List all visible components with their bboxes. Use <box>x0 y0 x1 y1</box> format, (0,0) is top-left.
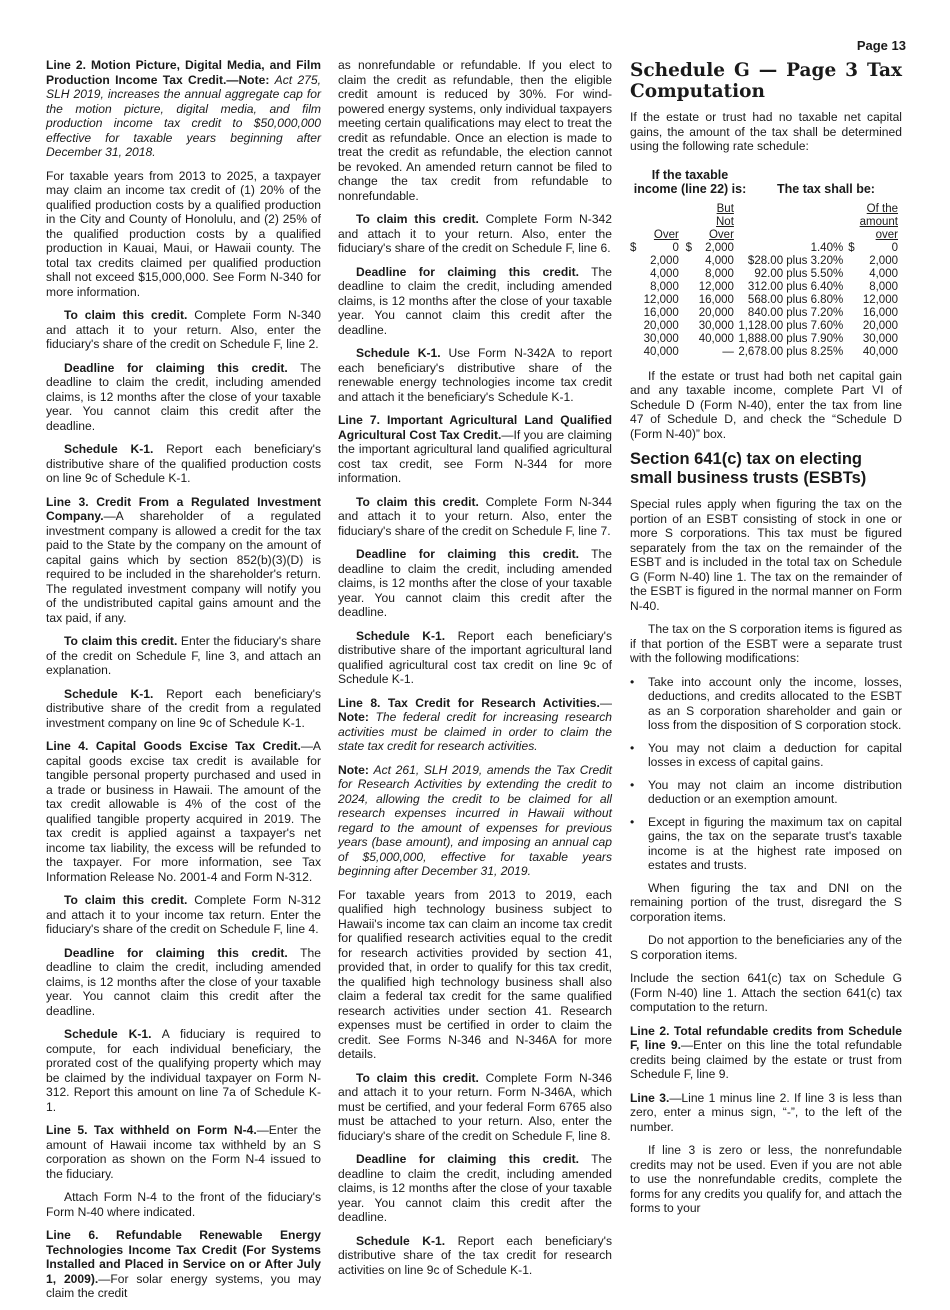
rate-cell-d2 <box>679 307 699 320</box>
body-text: For taxable years from 2013 to 2019, each qualified high technology business subject to Hawaii's income tax can claim an income tax credit for qualified research activities equal to the credit for research activities provided by section 41, provided that, in order to qualify for this tax credit, the qualified high technology business shall also claim a federal tax credit for the same qualified research activities under section 41. Research expenses must be certified in order to claim the credit. See Forms N-346 and N-346A for more details. <box>338 887 612 1061</box>
body-text: For taxable years from 2013 to 2025, a taxpayer may claim an income tax credit of (1) 20% of the qualified production costs by a qualified production in the City and County of Honolulu, and (2) 25% of the qualified production costs by a qualified production in Kauai, Maui, or Hawaii county. The total tax credits claimed per qualified production shall not exceed $15,000,000. See Form N-340 for more information. <box>46 168 321 299</box>
italic-note: The federal credit for increasing research activities must be claimed in order to claim the state tax credit for research activities. <box>338 710 613 753</box>
rate-cell-d2 <box>679 255 699 268</box>
rate-head-income: If the taxable income (line 22) is: <box>633 167 747 196</box>
body-text: Complete Form N-340 and attach it to your return. Also, enter the fiduciary's share of the credit on Schedule F, line 2. <box>46 308 321 351</box>
paragraph <box>630 881 902 925</box>
rate-cell-d2 <box>679 320 699 333</box>
rate-cell-of: 20,000 <box>862 319 898 332</box>
body-text: Do not apportion to the beneficiaries any of the S corporation items. <box>630 933 902 962</box>
rate-cell-d3 <box>843 294 859 307</box>
bold-lead-in: Line 5. Tax withheld on Form N-4. <box>46 1123 257 1137</box>
paragraph <box>338 763 612 879</box>
page-number: Page 13 <box>856 38 906 53</box>
paragraph <box>46 687 321 731</box>
paragraph <box>46 1190 321 1219</box>
body-text: as nonrefundable or refundable. If you elect to claim the credit as refundable, then the eligible credit amount is reduced by 30%. For wind-powered energy systems, only individual taxpayers meeting certain qualifications may elect to treat the credit as refundable. Once an election is made to treat the credit as refundable, the election cannot be revoked. An amended return cannot be filed to change the tax credit from refundable to nonrefundable. <box>338 58 612 203</box>
paragraph <box>630 933 902 962</box>
bold-lead-in: Line 3. <box>630 1090 670 1105</box>
rate-cell-not-over: 2,000 <box>705 241 734 254</box>
bold-lead-in: To claim this credit. <box>64 308 188 322</box>
body-text: Special rules apply when figuring the tax on the portion of an ESBT consisting of stock in one or more S corporations. This tax must be figured separately from the tax on the remainder of the ESBT and is included in the total tax on Schedule G (Form N-40) line 1. The tax on the remainder of the ESBT is figured in the normal manner on Form N-40. <box>630 497 902 613</box>
paragraph <box>338 212 612 256</box>
rate-cell-d2 <box>679 281 699 294</box>
body-text: The deadline to claim the credit, including amended claims, is 12 months after the close of your taxable year. You cannot claim this credit after the deadline. <box>46 945 321 1018</box>
body-text: Complete Form N-346 and attach it to your return. Form N-346A, which must be certified, and your federal Form 6765 also must be attached to your return. Also, enter the fiduciary's share of the credit on Schedule F, line 8. <box>338 1070 612 1143</box>
text-column-middle <box>338 58 612 1286</box>
body-text: A fiduciary is required to compute, for each individual beneficiary, the prorated cost of the qualifying property which may be claimed by the individual taxpayer on Form N-312. Report this amount on line 7a of Schedule K-1. <box>46 1027 321 1114</box>
paragraph <box>630 1143 902 1216</box>
bold-lead-in: Line 2. Total refundable credits from Schedule F, line 9. <box>630 1023 902 1052</box>
paragraph <box>46 58 321 160</box>
rate-cell-d3 <box>843 255 859 268</box>
paragraph <box>46 1228 321 1301</box>
body-text: —Line 1 minus line 2. If line 3 is less than zero, enter a minus sign, “-”, to the left of the number. <box>630 1090 902 1134</box>
rate-cell-of: 8,000 <box>869 280 898 293</box>
rate-cell-over: 40,000 <box>643 345 679 358</box>
paragraph <box>630 497 902 613</box>
rate-cell-d1 <box>630 346 640 359</box>
paragraph <box>338 696 612 754</box>
col-not-over-label: But Not Over <box>708 202 734 241</box>
rate-cell-d2 <box>679 346 699 359</box>
bold-lead-in: Note: <box>338 762 374 777</box>
body-text: Enter the fiduciary's share of the credit on Schedule F, line 3, and attach an explanation. <box>46 634 321 677</box>
body-text: The deadline to claim the credit, including amended claims, is 12 months after the close of your taxable year. You cannot claim this credit after the deadline. <box>338 547 613 619</box>
rate-row <box>630 346 898 359</box>
paragraph <box>46 495 321 626</box>
paragraph <box>46 893 321 937</box>
body-text: When figuring the tax and DNI on the remaining portion of the trust, disregard the S corporation items. <box>630 880 902 924</box>
rate-cell-over: 4,000 <box>650 267 679 280</box>
body-text: Complete Form N-344 and attach it to your return. Also, enter the fiduciary's share of the credit on Schedule F, line 7. <box>338 494 612 538</box>
text-column-left <box>46 58 321 1310</box>
paragraph <box>630 971 902 1015</box>
rate-cell-d2 <box>679 268 699 281</box>
rate-cell-d1 <box>630 268 640 281</box>
body-text: Report each beneficiary's distributive share of the credit from a regulated investment company on line 9c of Schedule K-1. <box>46 686 321 730</box>
rate-cell-d3 <box>843 307 859 320</box>
bold-lead-in: Deadline for claiming this credit. <box>356 1152 579 1166</box>
paragraph <box>46 308 321 352</box>
col-of-amount-label: Of the amount over <box>859 202 898 241</box>
bold-lead-in: To claim this credit. <box>64 634 178 648</box>
body-text: Include the section 641(c) tax on Schedule G (Form N-40) line 1. Attach the section 641(c) tax computation to the return. <box>630 971 902 1014</box>
body-text: — <box>599 695 612 710</box>
paragraph <box>338 1234 612 1278</box>
paragraph <box>46 169 321 300</box>
body-text: Report each beneficiary's distributive share of the qualified production costs on line 9c of Schedule K-1. <box>46 442 321 485</box>
paragraph <box>46 946 321 1019</box>
bold-lead-in: Line 4. Capital Goods Excise Tax Credit. <box>46 739 301 753</box>
paragraph <box>46 739 321 884</box>
rate-cell-not-over: 8,000 <box>705 267 734 280</box>
bold-lead-in: Line 7. Important Agricultural Land Qualified Agricultural Cost Tax Credit. <box>338 413 612 442</box>
rate-cell-over: 30,000 <box>643 332 679 345</box>
rate-cell-over: 2,000 <box>650 254 679 267</box>
paragraph <box>630 622 902 666</box>
rate-cell-not-over: — <box>722 345 734 358</box>
rate-cell-not-over: 30,000 <box>698 319 734 332</box>
bold-lead-in: Note: <box>338 710 376 724</box>
rate-cell-d3 <box>843 320 859 333</box>
bold-lead-in: To claim this credit. <box>356 1070 479 1085</box>
rate-schedule-table <box>630 203 898 359</box>
rate-cell-d1 <box>630 320 640 333</box>
rate-cell-over: 12,000 <box>643 293 679 306</box>
body-text: If line 3 is zero or less, the nonrefundable credits may not be used. Even if you are not able to use the nonrefundable credits, complete the forms for any credits you qualify for, and attach the forms to your <box>630 1143 902 1215</box>
paragraph <box>338 547 612 620</box>
rate-cell-d1 <box>630 294 640 307</box>
paragraph <box>46 1123 321 1181</box>
bold-lead-in: Schedule K-1. <box>64 1027 152 1041</box>
bold-lead-in: Line 6. Refundable Renewable Energy Technologies Income Tax Credit (For Systems Installed and Placed in Service on or After July 1, 2009). <box>46 1228 321 1286</box>
body-text: Complete Form N-312 and attach it to your income tax return. Enter the fiduciary's share of the credit on Schedule F, line 4. <box>46 893 321 936</box>
bold-lead-in: Line 8. Tax Credit for Research Activities. <box>338 695 600 710</box>
rate-row <box>630 268 898 281</box>
rate-cell-tax: 1.40% <box>810 241 844 254</box>
bold-lead-in: Line 2. Motion Picture, Digital Media, and Film Production Income Tax Credit.— <box>46 58 321 87</box>
bullet-item: • Except in figuring the maximum tax on capital gains, the tax on the separate trust's taxable income is at the highest rate imposed on estates and trusts. <box>648 815 902 873</box>
body-text: Attach Form N-4 to the front of the fiduciary's Form N-40 where indicated. <box>46 1190 321 1219</box>
rate-cell-d3 <box>843 346 859 359</box>
rate-cell-d3 <box>843 281 859 294</box>
rate-cell-of: 4,000 <box>869 267 898 280</box>
rate-cell-d3 <box>843 268 859 281</box>
body-text: —For solar energy systems, you may claim the credit <box>46 1271 321 1300</box>
rate-cell-of: 0 <box>891 241 898 254</box>
rate-cell-over: 8,000 <box>650 280 679 293</box>
bold-lead-in: Deadline for claiming this credit. <box>356 547 579 561</box>
rate-cell-tax: 2,678.00 plus 8.25% <box>738 345 844 358</box>
rate-cell-tax: 1,128.00 plus 7.60% <box>738 319 844 332</box>
rate-cell-d3: $ <box>848 241 855 254</box>
rate-cell-not-over: 40,000 <box>698 332 734 345</box>
rate-cell-of: 2,000 <box>869 254 898 267</box>
bullet-item: • You may not claim an income distribution deduction or an exemption amount. <box>648 778 902 807</box>
bold-lead-in: Note: <box>238 72 275 87</box>
bold-lead-in: Schedule K-1. <box>64 686 154 701</box>
paragraph <box>338 495 612 539</box>
rate-row <box>630 307 898 320</box>
bold-lead-in: Schedule K-1. <box>356 1233 446 1248</box>
text-column-right <box>630 58 902 1225</box>
rate-schedule-intro: If the estate or trust had no taxable net capital gains, the amount of the tax shall be determined using the following rate schedule: <box>630 110 902 153</box>
bullet-item: • Take into account only the income, losses, deductions, and credits allocated to the ESBT as an S corporation shareholder and gain or loss from the disposition of S corporation stock. <box>648 675 902 733</box>
body-text: Report each beneficiary's distributive share of the important agricultural land qualified agricultural cost tax credit on line 9c of Schedule K-1. <box>338 628 612 686</box>
body-text: Complete Form N-342 and attach it to your return. Also, enter the fiduciary's share of the credit on Schedule F, line 6. <box>338 212 612 255</box>
paragraph <box>46 634 321 678</box>
body-text: The deadline to claim the credit, including amended claims, is 12 months after the close of your taxable year. You cannot claim this credit after the deadline. <box>338 264 613 337</box>
rate-cell-tax: 312.00 plus 6.40% <box>747 280 844 293</box>
section-641c-heading: Section 641(c) tax on electing small business trusts (ESBTs) <box>630 450 867 487</box>
italic-note: Act 261, SLH 2019, amends the Tax Credit for Research Activities by extending the credit to 2024, allowing the credit to be claimed for all research expenses incurred in Hawaii without regard to the amount of expenses for previous years (base amount), and imposing an annual cap of $5,000,000, effective for taxable years beginning after December 31, 2019. <box>338 762 612 878</box>
bold-lead-in: To claim this credit. <box>356 212 479 226</box>
bold-lead-in: Schedule K-1. <box>356 346 441 360</box>
body-text: —Enter the amount of Hawaii income tax withheld by an S corporation as shown on the Form N-4 issued to the fiduciary. <box>46 1123 321 1181</box>
col-over-label: Over <box>653 228 679 241</box>
capital-gain-note: If the estate or trust had both net capital gain and any taxable income, complete Part VI of Schedule D (Form N-40), enter the tax from line 47 of Schedule D, and check the “Schedule D (Form N-40)” box. <box>630 368 902 441</box>
bold-lead-in: Schedule K-1. <box>64 442 154 456</box>
body-text: —Enter on this line the total refundable credits being claimed by the estate or trust from Schedule F, line 9. <box>630 1038 902 1081</box>
rate-row <box>630 242 898 255</box>
rate-cell-over: 16,000 <box>643 306 679 319</box>
rate-cell-over: 0 <box>672 241 679 254</box>
paragraph <box>46 361 321 434</box>
rate-cell-tax: 568.00 plus 6.80% <box>747 293 844 306</box>
rate-cell-tax: 1,888.00 plus 7.90% <box>738 332 844 345</box>
rate-row <box>630 320 898 333</box>
paragraph <box>338 346 612 404</box>
body-text: The tax on the S corporation items is figured as if that portion of the ESBT were a separate trust with the following modifications: <box>630 622 902 665</box>
rate-cell-tax: 840.00 plus 7.20% <box>747 306 844 319</box>
rate-cell-of: 30,000 <box>862 332 898 345</box>
paragraph <box>46 442 321 486</box>
paragraph <box>630 1024 902 1082</box>
bold-lead-in: Line 3. Credit From a Regulated Investment Company. <box>46 494 321 523</box>
body-text: —A capital goods excise tax credit is available for tangible personal property purchased and used in a trade or business in Hawaii. The amount of the tax credit allowable is 4% of the cost of the qualified tangible property acquired in 2019. The tax credit is applied against a taxpayer's net income tax liability, the excess will be refunded to the taxpayer. For more information, see Tax Information Release No. 2001-4 and Form N-312. <box>46 739 321 884</box>
paragraph <box>630 1091 902 1135</box>
body-text: Report each beneficiary's distributive share of the tax credit for research activities on line 9c of Schedule K-1. <box>338 1233 612 1277</box>
rate-cell-d3 <box>843 333 859 346</box>
rate-row <box>630 294 898 307</box>
italic-note: Act 275, SLH 2019, increases the annual aggregate cap for the motion picture, digital media, and film production income tax credit to $50,000,000 effective for taxable years beginning after December 31, 2018. <box>46 72 321 159</box>
rate-row <box>630 333 898 346</box>
rate-cell-of: 40,000 <box>862 345 898 358</box>
paragraph <box>46 1027 321 1114</box>
bold-lead-in: Deadline for claiming this credit. <box>356 264 579 279</box>
bold-lead-in: To claim this credit. <box>356 494 479 509</box>
body-text: The deadline to claim the credit, including amended claims, is 12 months after the close of your taxable year. You cannot claim this credit after the deadline. <box>46 360 321 433</box>
esbt-intro <box>630 497 902 666</box>
schedule-g-title: Schedule G — Page 3 Tax Computation <box>630 60 902 102</box>
rate-cell-d2 <box>679 333 699 346</box>
rate-cell-d1 <box>630 307 640 320</box>
body-text: —A shareholder of a regulated investment company is allowed a credit for the tax paid to the State by the company on the amount of capital gains which by section 852(b)(3)(D) is required to be included in the shareholder's return. The regulated investment company will notify you of the undistributed capital gains amount and the tax paid, if any. <box>46 509 321 625</box>
rate-cell-not-over: 12,000 <box>698 280 734 293</box>
body-text: —If you are claiming the important agricultural land qualified agricultural cost tax credit, see Form N-344 for more information. <box>338 427 612 485</box>
rate-cell-of: 12,000 <box>862 293 898 306</box>
paragraph <box>338 1152 612 1225</box>
paragraph <box>338 629 612 687</box>
rate-cell-not-over: 20,000 <box>698 306 734 319</box>
paragraph <box>338 888 612 1062</box>
rate-cell-d2: $ <box>685 241 692 254</box>
body-text: Use Form N-342A to report each beneficiary's distributive share of the renewable energy technologies income tax credit and attach it the beneficiary's Schedule K-1. <box>338 346 612 404</box>
paragraph <box>338 58 612 203</box>
rate-cell-not-over: 4,000 <box>705 254 734 267</box>
rate-table-header <box>630 168 902 197</box>
line-instructions <box>630 881 902 1216</box>
rate-cell-of: 16,000 <box>862 306 898 319</box>
rate-cell-d1 <box>630 255 640 268</box>
rate-cell-not-over: 16,000 <box>698 293 734 306</box>
rate-row <box>630 255 898 268</box>
rate-cell-d1 <box>630 333 640 346</box>
paragraph <box>338 265 612 338</box>
rate-cell-d1: $ <box>630 241 637 254</box>
body-text: The deadline to claim the credit, including amended claims, is 12 months after the close of your taxable year. You cannot claim this credit after the deadline. <box>338 1152 613 1224</box>
rate-cell-over: 20,000 <box>643 319 679 332</box>
bullet-item: • You may not claim a deduction for capital losses in excess of capital gains. <box>648 741 902 770</box>
rate-cell-tax: $28.00 plus 3.20% <box>747 254 844 267</box>
bold-lead-in: To claim this credit. <box>64 893 188 907</box>
rate-head-tax: The tax shall be: <box>777 181 875 196</box>
rate-row <box>630 281 898 294</box>
rate-cell-tax: 92.00 plus 5.50% <box>754 267 844 280</box>
bold-lead-in: Schedule K-1. <box>356 628 446 643</box>
rate-cell-d2 <box>679 294 699 307</box>
paragraph <box>338 1071 612 1144</box>
rate-cell-d1 <box>630 281 640 294</box>
modification-list <box>630 675 902 873</box>
paragraph <box>338 413 612 486</box>
bold-lead-in: Deadline for claiming this credit. <box>64 945 288 960</box>
bold-lead-in: Deadline for claiming this credit. <box>64 360 288 375</box>
